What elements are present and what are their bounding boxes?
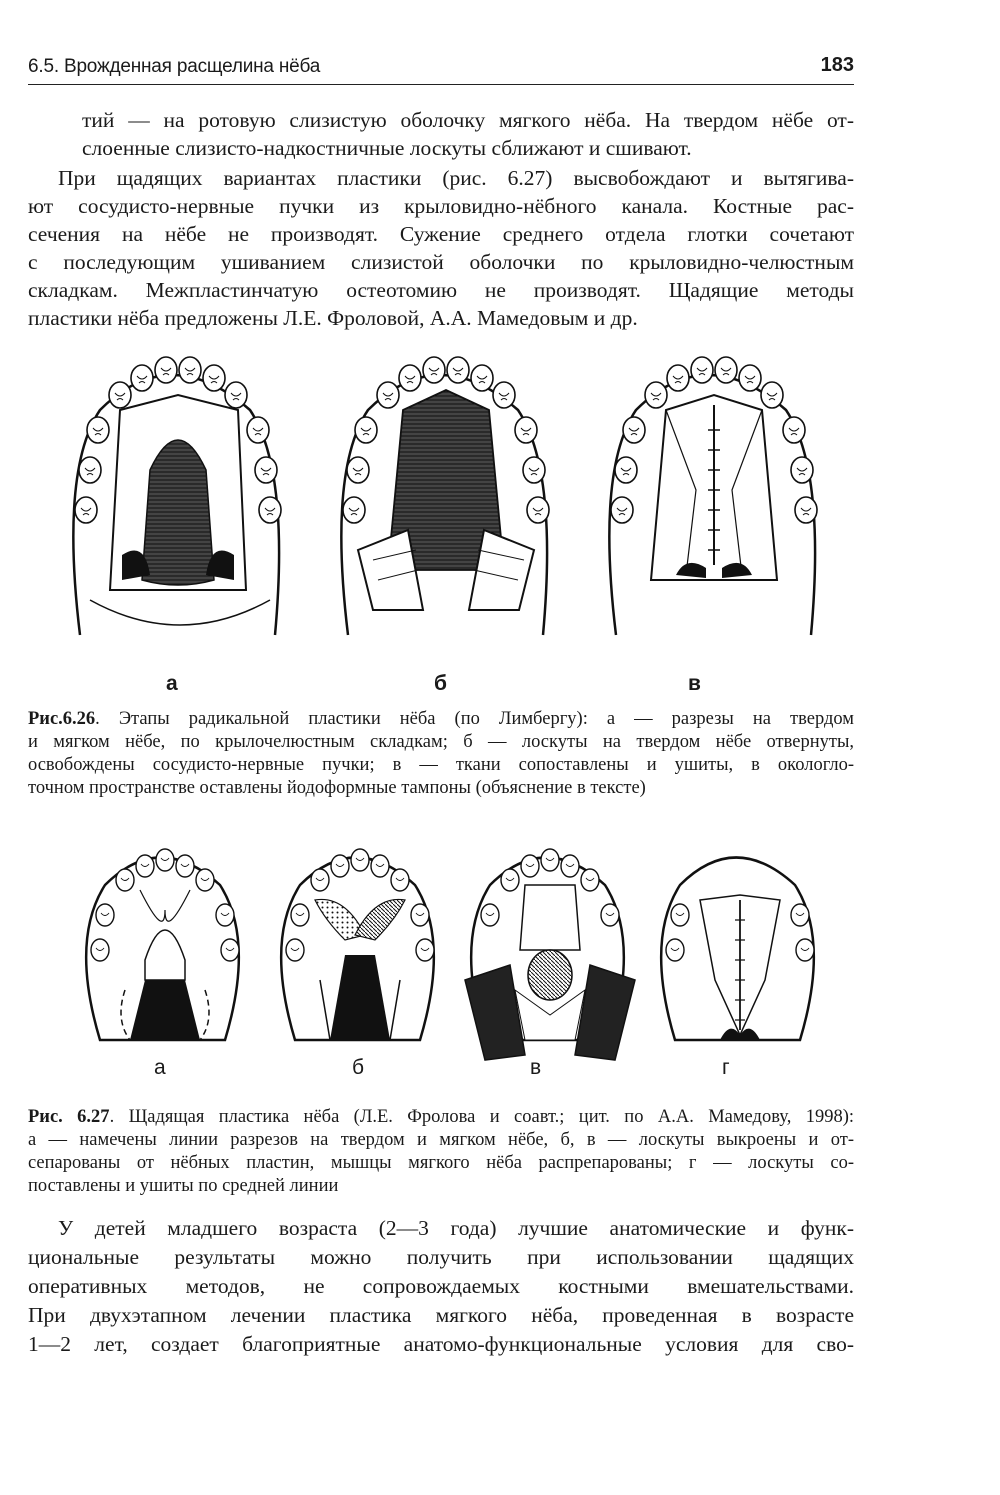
- palate-sparing-a-icon: [86, 849, 239, 1040]
- paragraph-sparing-methods: [28, 164, 854, 332]
- palate-sparing-g-icon: [661, 858, 814, 1041]
- text-line: сечения на нёбе не производят. Сужение среднего отдела глотки сочетают: [28, 222, 854, 246]
- figure-6-26-label-b: б: [434, 672, 447, 695]
- palate-sparing-b-icon: [281, 849, 434, 1040]
- page-number: 183: [820, 54, 854, 76]
- caption-text: . Этапы радикальной пластики нёба (по Лимбергу): а — разрезы на твердом: [95, 709, 854, 729]
- figure-6-27-label-v: в: [530, 1056, 542, 1079]
- paragraph-young-children: [28, 1214, 854, 1359]
- caption-line: сепарованы от нёбных пластин, мышцы мягкого нёба распрепарованы; г — лоскуты со-: [28, 1153, 854, 1173]
- text-line: складкам. Межпластинчатую остеотомию не производят. Щадящие методы: [28, 278, 854, 302]
- caption-label: Рис. 6.27: [28, 1107, 110, 1127]
- caption-line: точном пространстве оставлены йодоформные тампоны (объяснение в тексте): [28, 778, 646, 798]
- palate-sparing-v-icon: [465, 849, 635, 1060]
- caption-text: . Щадящая пластика нёба (Л.Е. Фролова и соавт.; цит. по А.А. Мамедову, 1998):: [109, 1107, 854, 1127]
- text-line: циональные результаты можно получить при использовании щадящих: [28, 1245, 854, 1269]
- caption-line: а — намечены линии разрезов на твердом и мягком нёбе, б, в — лоскуты выкроены и от-: [28, 1130, 854, 1150]
- text-line: пластики нёба предложены Л.Е. Фроловой, А.А. Мамедовым и др.: [28, 306, 638, 330]
- figure-6-27-label-g: г: [722, 1056, 730, 1079]
- text-line: При двухэтапном лечении пластика мягкого нёба, проведенная в возрасте: [28, 1303, 854, 1327]
- text-line: тий — на ротовую слизистую оболочку мягкого нёба. На твердом нёбе от-: [82, 108, 854, 132]
- text-line: оперативных методов, не сопровождаемых костными вмешательствами.: [28, 1274, 854, 1298]
- text-line: У детей младшего возраста (2—3 года) лучшие анатомические и функ-: [58, 1216, 854, 1240]
- text-line: ют сосудисто-нервные пучки из крыловидно-нёбного канала. Костные рас-: [28, 194, 854, 218]
- running-header: [28, 54, 854, 85]
- figure-6-27-caption: [28, 1106, 854, 1198]
- caption-label: Рис.6.26: [28, 709, 96, 729]
- figure-6-27-illustration: [70, 840, 840, 1080]
- figure-6-26-label-v: в: [688, 672, 701, 695]
- text-line: слоенные слизисто-надкостничные лоскуты сближают и сшивают.: [82, 136, 692, 160]
- figure-6-27-label-b: б: [352, 1056, 365, 1079]
- caption-line: поставлены и ушиты по средней линии: [28, 1176, 339, 1196]
- caption-line: и мягком нёбе, по крылочелюстным складкам; б — лоскуты на твердом нёбе отвернуты,: [28, 732, 854, 752]
- figure-6-26-label-a: а: [166, 672, 178, 695]
- caption-line: освобождены сосудисто-нервные пучки; в — ткани сопоставлены и ушиты, в окологло-: [28, 755, 854, 775]
- paragraph-continuation: [28, 106, 854, 162]
- figure-6-27-label-a: а: [154, 1056, 166, 1079]
- section-title: 6.5. Врожденная расщелина нёба: [28, 56, 321, 77]
- palate-a-icon: [73, 357, 281, 635]
- text-line: с последующим ушиванием слизистой оболочки по крыловидно-челюстным: [28, 250, 854, 274]
- figure-6-26-caption: [28, 708, 854, 800]
- palate-b-icon: [341, 357, 549, 635]
- figure-6-26-illustration: [60, 350, 860, 650]
- text-line: 1—2 лет, создает благоприятные анатомо-функциональные условия для сво-: [28, 1332, 854, 1356]
- text-line: При щадящих вариантах пластики (рис. 6.27) высвобождают и вытягива-: [58, 166, 854, 190]
- palate-v-icon: [609, 357, 817, 635]
